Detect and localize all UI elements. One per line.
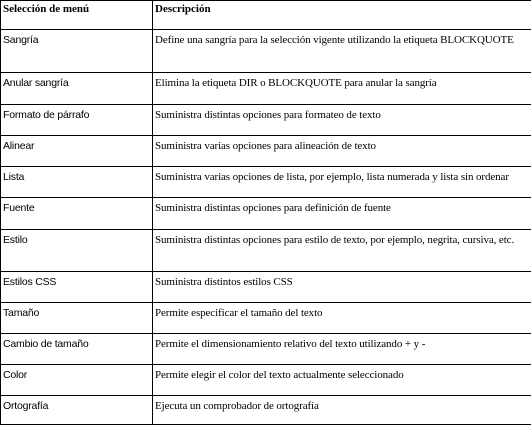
menu-item-cell: Estilos CSS — [1, 272, 153, 303]
header-row — [1, 1, 531, 30]
menu-item-cell: Color — [1, 365, 153, 396]
menu-item-cell: Tamaño — [1, 303, 153, 334]
menu-item-cell: Formato de párrafo — [1, 105, 153, 136]
table-row — [1, 365, 531, 396]
header-description: Descripción — [153, 1, 531, 30]
table-row — [1, 105, 531, 136]
description-cell: Define una sangría para la selección vigente utilizando la etiqueta BLOCKQUOTE — [153, 30, 531, 73]
table-row — [1, 73, 531, 105]
description-cell: Ejecuta un comprobador de ortografía — [153, 396, 531, 425]
description-cell: Permite elegir el color del texto actualmente seleccionado — [153, 365, 531, 396]
menu-item-cell: Fuente — [1, 198, 153, 230]
table-row — [1, 396, 531, 425]
description-cell: Suministra distintas opciones para estilo de texto, por ejemplo, negrita, cursiva, etc. — [153, 230, 531, 272]
menu-item-cell: Sangría — [1, 30, 153, 73]
menu-item-cell: Cambio de tamaño — [1, 334, 153, 365]
menu-item-cell: Anular sangría — [1, 73, 153, 105]
description-cell: Elimina la etiqueta DIR o BLOCKQUOTE para anular la sangría — [153, 73, 531, 105]
description-cell: Suministra varias opciones para alineación de texto — [153, 136, 531, 167]
table-row — [1, 303, 531, 334]
description-cell: Suministra distintos estilos CSS — [153, 272, 531, 303]
table-row — [1, 272, 531, 303]
menu-item-cell: Ortografía — [1, 396, 153, 425]
description-cell: Permite el dimensionamiento relativo del texto utilizando + y - — [153, 334, 531, 365]
description-cell: Permite especificar el tamaño del texto — [153, 303, 531, 334]
menu-item-cell: Lista — [1, 167, 153, 198]
header-menu-selection: Selección de menú — [1, 1, 153, 30]
table-row — [1, 334, 531, 365]
menu-item-cell: Alinear — [1, 136, 153, 167]
description-cell: Suministra varias opciones de lista, por ejemplo, lista numerada y lista sin ordenar — [153, 167, 531, 198]
menu-item-cell: Estilo — [1, 230, 153, 272]
description-cell: Suministra distintas opciones para definición de fuente — [153, 198, 531, 230]
table-row — [1, 167, 531, 198]
table-row — [1, 198, 531, 230]
table-row — [1, 136, 531, 167]
description-cell: Suministra distintas opciones para formateo de texto — [153, 105, 531, 136]
table-row — [1, 230, 531, 272]
table-row — [1, 30, 531, 73]
